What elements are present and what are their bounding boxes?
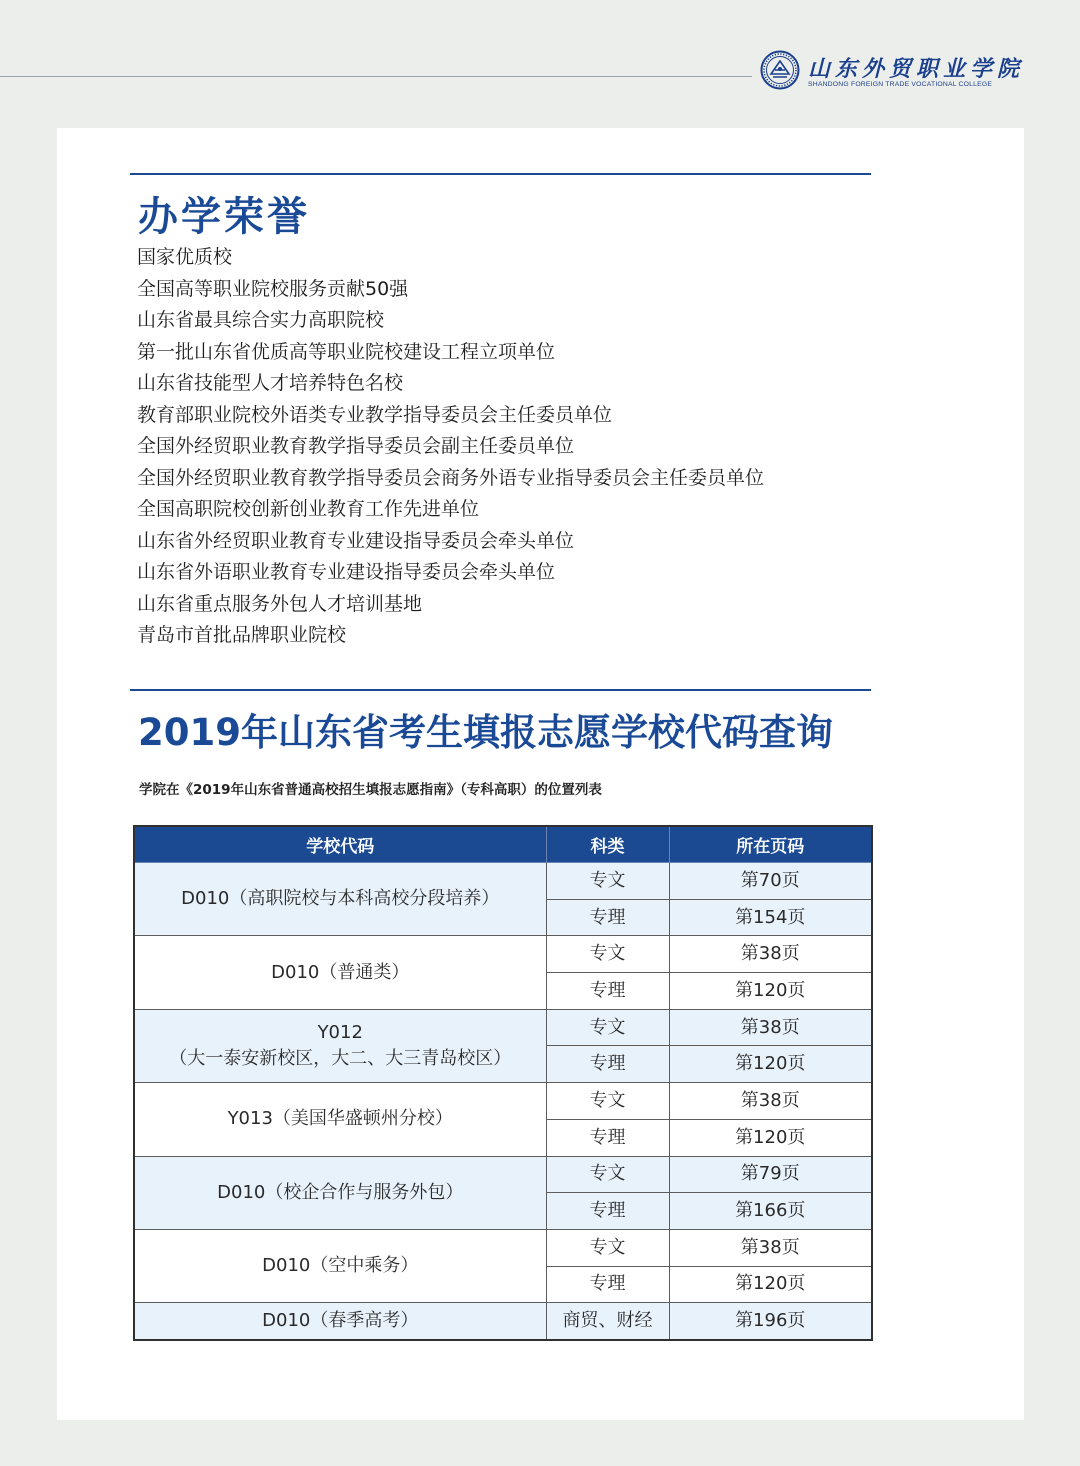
header-category: 科类	[546, 826, 669, 863]
page-cell: 第120页	[669, 973, 872, 1010]
honor-item: 第一批山东省优质高等职业院校建设工程立项单位	[137, 340, 556, 363]
page-cell: 第38页	[669, 1083, 872, 1120]
honors-title: 办学荣誉	[138, 194, 310, 240]
category-cell: 专理	[546, 899, 669, 936]
category-cell: 专理	[546, 1266, 669, 1303]
honor-item: 山东省技能型人才培养特色名校	[137, 372, 404, 394]
honors-rule	[130, 173, 871, 175]
honor-item: 全国高等职业院校服务贡献50强	[137, 277, 409, 300]
page-cell: 第166页	[669, 1193, 872, 1230]
school-code-cell	[134, 1229, 546, 1302]
category-cell: 专文	[546, 1083, 669, 1120]
school-code-text: D010（空中乘务）	[262, 1255, 419, 1277]
honor-item: 山东省外经贸职业教育专业建设指导委员会牵头单位	[137, 529, 575, 552]
category-cell: 专文	[546, 1009, 669, 1046]
school-seal-icon	[760, 50, 800, 90]
page-cell: 第154页	[669, 899, 872, 936]
header-school-code: 学校代码	[134, 826, 546, 863]
table-row	[134, 1009, 872, 1046]
header-page: 所在页码	[669, 826, 872, 863]
school-logo	[760, 50, 1025, 92]
page-cell: 第120页	[669, 1266, 872, 1303]
honor-item: 全国外经贸职业教育教学指导委员会副主任委员单位	[137, 435, 575, 457]
category-cell: 专文	[546, 1156, 669, 1193]
school-code-text: （大一泰安新校区，大二、大三青岛校区）	[169, 1047, 512, 1069]
school-code-text: Y012	[317, 1021, 363, 1043]
school-code-text: D010（校企合作与服务外包）	[217, 1181, 464, 1203]
school-code-text: D010（高职院校与本科高校分段培养）	[181, 888, 500, 910]
table-row	[134, 863, 872, 900]
page-cell: 第120页	[669, 1046, 872, 1083]
category-cell: 专文	[546, 863, 669, 900]
codes-title: 2019年山东省考生填报志愿学校代码查询	[138, 711, 833, 754]
school-code-cell	[134, 936, 546, 1009]
page-cell: 第38页	[669, 936, 872, 973]
school-code-cell	[134, 1083, 546, 1156]
page-cell: 第196页	[669, 1303, 872, 1340]
table-row	[134, 1303, 872, 1340]
codes-rule	[130, 689, 871, 691]
school-code-table	[133, 825, 873, 1341]
honor-item: 山东省重点服务外包人才培训基地	[137, 592, 423, 615]
honor-item: 国家优质校	[137, 246, 233, 268]
honor-item: 山东省最具综合实力高职院校	[137, 309, 385, 331]
page-cell: 第120页	[669, 1119, 872, 1156]
school-code-text: D010（春季高考）	[262, 1310, 419, 1332]
category-cell: 商贸、财经	[546, 1303, 669, 1340]
honor-item: 青岛市首批品牌职业院校	[137, 624, 347, 646]
category-cell: 专理	[546, 973, 669, 1010]
school-code-cell	[134, 1009, 546, 1082]
category-cell: 专理	[546, 1119, 669, 1156]
school-name-en: SHANDONG FOREIGN TRADE VOCATIONAL COLLEGE	[808, 81, 993, 88]
page-cell: 第79页	[669, 1156, 872, 1193]
honor-item: 全国高职院校创新创业教育工作先进单位	[137, 498, 480, 520]
school-code-cell	[134, 863, 546, 936]
category-cell: 专文	[546, 936, 669, 973]
school-code-cell	[134, 1303, 546, 1340]
table-header-row	[134, 826, 872, 863]
honor-item: 教育部职业院校外语类专业教学指导委员会主任委员单位	[137, 403, 613, 426]
table-row	[134, 1083, 872, 1120]
table-row	[134, 936, 872, 973]
page-cell: 第70页	[669, 863, 872, 900]
header-rule	[0, 76, 752, 77]
school-code-text: D010（普通类）	[271, 961, 410, 983]
category-cell: 专理	[546, 1193, 669, 1230]
honor-item: 全国外经贸职业教育教学指导委员会商务外语专业指导委员会主任委员单位	[137, 466, 765, 489]
honor-item: 山东省外语职业教育专业建设指导委员会牵头单位	[137, 561, 556, 583]
page-cell: 第38页	[669, 1229, 872, 1266]
school-code-cell	[134, 1156, 546, 1229]
school-name-cn: 山东外贸职业学院	[808, 56, 1025, 82]
page-cell: 第38页	[669, 1009, 872, 1046]
table-row	[134, 1229, 872, 1266]
category-cell: 专文	[546, 1229, 669, 1266]
codes-caption: 学院在《2019年山东省普通高校招生填报志愿指南》（专科高职）的位置列表	[139, 782, 602, 798]
school-code-text: Y013（美国华盛顿州分校）	[227, 1108, 453, 1130]
honors-list	[137, 242, 764, 652]
table-row	[134, 1156, 872, 1193]
category-cell: 专理	[546, 1046, 669, 1083]
